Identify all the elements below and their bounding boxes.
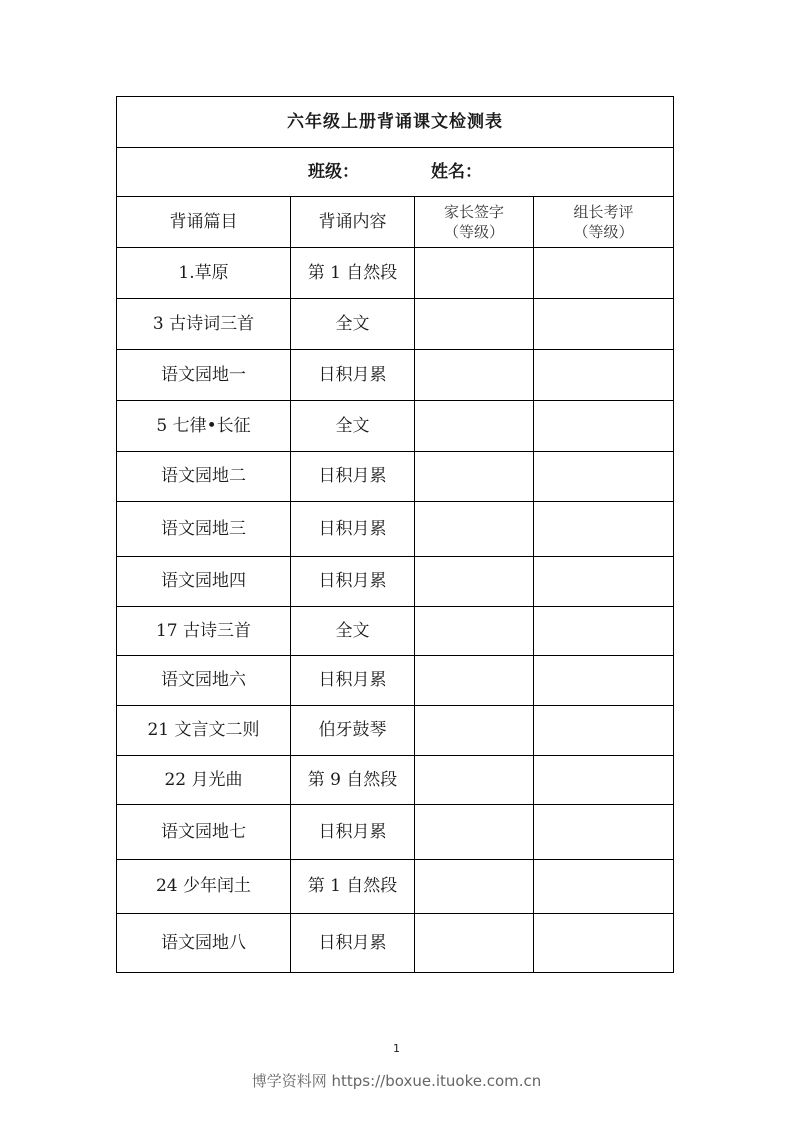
content-cell: 第 1 自然段: [291, 860, 415, 914]
parent-signature-cell: [415, 860, 534, 914]
table-row: [117, 452, 674, 502]
leader-evaluation-cell: [534, 607, 674, 656]
title-row: [117, 97, 674, 148]
class-name-cell: [117, 148, 674, 197]
table-row: [117, 299, 674, 350]
parent-signature-cell: [415, 607, 534, 656]
parent-signature-cell: [415, 401, 534, 452]
table-row: [117, 557, 674, 607]
table-row: [117, 656, 674, 706]
table-row: [117, 914, 674, 973]
table-row: [117, 756, 674, 805]
parent-signature-cell: [415, 914, 534, 973]
document-title: 六年级上册背诵课文检测表: [117, 97, 674, 148]
parent-signature-cell: [415, 299, 534, 350]
item-cell: 语文园地二: [117, 452, 291, 502]
item-cell: 24 少年闰土: [117, 860, 291, 914]
header-leader-evaluation: [534, 197, 674, 248]
content-cell: 日积月累: [291, 557, 415, 607]
content-cell: 日积月累: [291, 656, 415, 706]
leader-evaluation-cell: [534, 299, 674, 350]
header-content: 背诵内容: [291, 197, 415, 248]
class-label: 班级：: [308, 161, 359, 182]
content-cell: 日积月累: [291, 502, 415, 557]
header-leader-evaluation-line2: （等级）: [573, 223, 634, 241]
header-leader-evaluation-line1: 组长考评: [573, 202, 634, 221]
parent-signature-cell: [415, 350, 534, 401]
item-cell: 语文园地三: [117, 502, 291, 557]
recitation-checklist-sheet: [116, 96, 673, 973]
content-cell: 日积月累: [291, 914, 415, 973]
table-row: [117, 502, 674, 557]
leader-evaluation-cell: [534, 756, 674, 805]
parent-signature-cell: [415, 805, 534, 860]
parent-signature-cell: [415, 452, 534, 502]
item-cell: 语文园地六: [117, 656, 291, 706]
content-cell: 全文: [291, 607, 415, 656]
table-row: [117, 805, 674, 860]
content-cell: 日积月累: [291, 350, 415, 401]
page-number: 1: [393, 1042, 400, 1055]
content-cell: 伯牙鼓琴: [291, 706, 415, 756]
recitation-checklist-table: [116, 96, 674, 973]
parent-signature-cell: [415, 756, 534, 805]
content-cell: 日积月累: [291, 452, 415, 502]
leader-evaluation-cell: [534, 401, 674, 452]
header-item: 背诵篇目: [117, 197, 291, 248]
header-parent-signature-line2: （等级）: [443, 223, 504, 241]
parent-signature-cell: [415, 502, 534, 557]
class-name-row: [117, 148, 674, 197]
leader-evaluation-cell: [534, 557, 674, 607]
content-cell: 全文: [291, 401, 415, 452]
leader-evaluation-cell: [534, 350, 674, 401]
item-cell: 语文园地七: [117, 805, 291, 860]
leader-evaluation-cell: [534, 452, 674, 502]
parent-signature-cell: [415, 706, 534, 756]
leader-evaluation-cell: [534, 656, 674, 706]
item-cell: 3 古诗词三首: [117, 299, 291, 350]
content-cell: 日积月累: [291, 805, 415, 860]
leader-evaluation-cell: [534, 706, 674, 756]
content-cell: 第 1 自然段: [291, 248, 415, 299]
item-cell: 22 月光曲: [117, 756, 291, 805]
item-cell: 语文园地一: [117, 350, 291, 401]
header-parent-signature: [415, 197, 534, 248]
item-cell: 21 文言文二则: [117, 706, 291, 756]
leader-evaluation-cell: [534, 914, 674, 973]
parent-signature-cell: [415, 656, 534, 706]
item-cell: 1.草原: [117, 248, 291, 299]
table-row: [117, 607, 674, 656]
table-row: [117, 706, 674, 756]
header-parent-signature-line1: 家长签字: [443, 202, 504, 221]
item-cell: 17 古诗三首: [117, 607, 291, 656]
parent-signature-cell: [415, 248, 534, 299]
table-row: [117, 350, 674, 401]
content-cell: 全文: [291, 299, 415, 350]
table-row: [117, 401, 674, 452]
leader-evaluation-cell: [534, 860, 674, 914]
header-row: [117, 197, 674, 248]
table-row: [117, 248, 674, 299]
table-row: [117, 860, 674, 914]
footer-watermark: 博学资料网 https://boxue.ituoke.com.cn: [251, 1072, 542, 1090]
leader-evaluation-cell: [534, 502, 674, 557]
leader-evaluation-cell: [534, 805, 674, 860]
item-cell: 5 七律•长征: [117, 401, 291, 452]
item-cell: 语文园地八: [117, 914, 291, 973]
content-cell: 第 9 自然段: [291, 756, 415, 805]
item-cell: 语文园地四: [117, 557, 291, 607]
name-label: 姓名：: [431, 161, 482, 182]
parent-signature-cell: [415, 557, 534, 607]
leader-evaluation-cell: [534, 248, 674, 299]
